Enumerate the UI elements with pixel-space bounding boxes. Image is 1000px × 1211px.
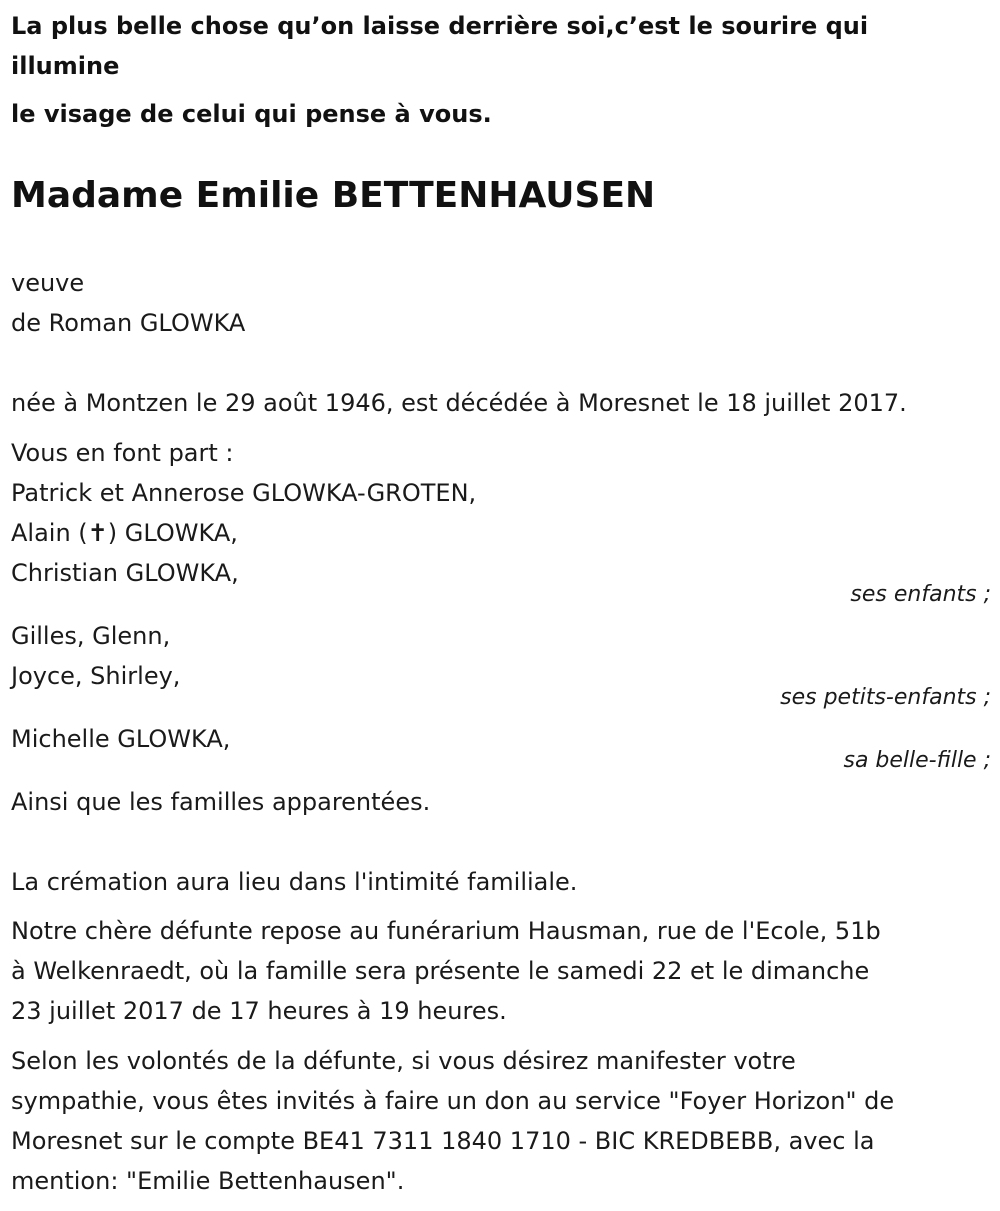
birth-death-dates: née à Montzen le 29 août 1946, est décédée à Moresnet le 18 juillet 2017. (11, 389, 907, 417)
child-name: Christian GLOWKA, (11, 559, 239, 587)
repose-line: 23 juillet 2017 de 17 heures à 19 heures. (11, 997, 507, 1025)
daughter-in-law-name: Michelle GLOWKA, (11, 725, 231, 753)
widow-status: veuve (11, 269, 85, 297)
relatives-line: Ainsi que les familles apparentées. (11, 788, 431, 816)
donation-line: Selon les volontés de la défunte, si vous désirez manifester votre (11, 1047, 796, 1075)
child-name: Alain (✝) GLOWKA, (11, 519, 238, 547)
cremation-line: La crémation aura lieu dans l'intimité familiale. (11, 868, 578, 896)
quote-line-2: illumine (11, 52, 120, 80)
announcement-intro: Vous en font part : (11, 439, 234, 467)
repose-line: Notre chère défunte repose au funérarium Hausman, rue de l'Ecole, 51b (11, 917, 881, 945)
donation-line: mention: "Emilie Bettenhausen". (11, 1167, 405, 1195)
children-role-label: ses enfants ; (850, 582, 991, 607)
grandchildren-role-label: ses petits-enfants ; (780, 685, 991, 710)
donation-line: Moresnet sur le compte BE41 7311 1840 1710 - BIC KREDBEBB, avec la (11, 1127, 875, 1155)
quote-line-1: La plus belle chose qu’on laisse derrière soi,c’est le sourire qui (11, 12, 869, 40)
deceased-name: Madame Emilie BETTENHAUSEN (11, 175, 656, 216)
spouse-name: de Roman GLOWKA (11, 309, 246, 337)
child-name: Patrick et Annerose GLOWKA-GROTEN, (11, 479, 477, 507)
quote-line-3: le visage de celui qui pense à vous. (11, 100, 492, 128)
daughter-in-law-role-label: sa belle-fille ; (843, 748, 991, 773)
donation-line: sympathie, vous êtes invités à faire un don au service "Foyer Horizon" de (11, 1087, 895, 1115)
grandchild-name: Joyce, Shirley, (11, 662, 181, 690)
grandchild-name: Gilles, Glenn, (11, 622, 171, 650)
repose-line: à Welkenraedt, où la famille sera présente le samedi 22 et le dimanche (11, 957, 870, 985)
